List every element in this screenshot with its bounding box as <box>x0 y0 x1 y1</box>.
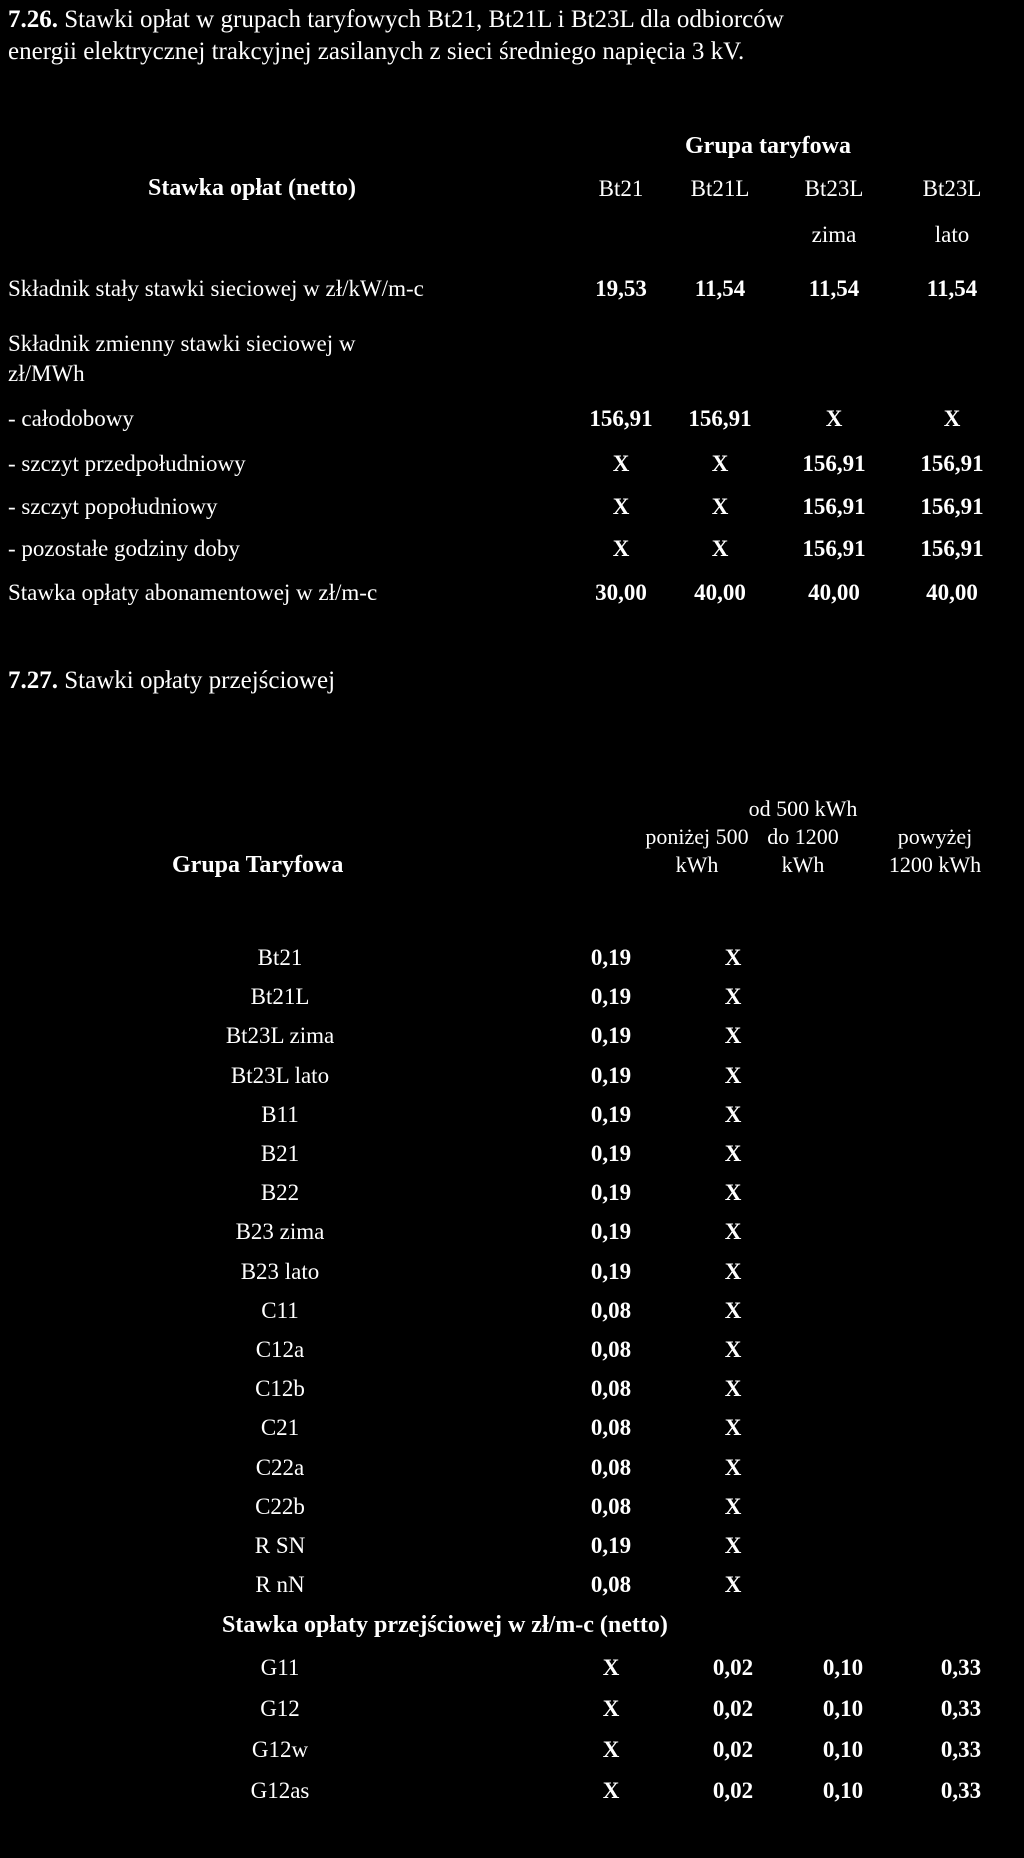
rate-value: 156,91 <box>802 536 866 561</box>
transition-value: 0,19 <box>590 1180 632 1206</box>
transition-value: 0,33 <box>940 1696 982 1721</box>
tariff-group: C12a <box>255 1337 305 1362</box>
transition-value: X <box>724 1141 742 1166</box>
rate-value: X <box>711 494 729 519</box>
tariff-group: B23 zima <box>235 1219 325 1245</box>
rate-value: X <box>612 494 630 519</box>
transition-subheader-text: Stawka opłaty przejściowej w zł/m-c (netto) <box>222 1612 668 1638</box>
rate-value: 156,91 <box>802 451 866 476</box>
transition-value: X <box>724 1023 742 1049</box>
tariff-group: C22b <box>255 1493 305 1519</box>
transition-value: X <box>724 1415 742 1441</box>
transition-value: 0,10 <box>822 1778 864 1803</box>
transition-value: X <box>602 1778 620 1803</box>
transition-value: 0,02 <box>712 1778 754 1803</box>
consumption-column-header: poniżej 500 kWh <box>645 824 749 877</box>
rate-value: X <box>612 536 630 561</box>
transition-value: 0,02 <box>712 1737 754 1762</box>
section-726-title-line2: energii elektrycznej trakcyjnej zasilanych z sieci średniego napięcia 3 kV. <box>8 38 745 65</box>
rate-label: Stawka opłaty abonamentowej w zł/m-c <box>8 580 378 605</box>
section-727-number: 7.27. <box>8 667 58 694</box>
column-header: Bt23L <box>922 176 982 201</box>
rate-label-unit: zł/MWh <box>8 361 85 386</box>
transition-value: X <box>724 1062 742 1088</box>
column-subheader: lato <box>934 222 970 247</box>
transition-value: 0,19 <box>590 1219 632 1245</box>
transition-value: 0,19 <box>590 1533 632 1558</box>
transition-value: 0,08 <box>590 1572 632 1598</box>
tariff-group: R nN <box>255 1572 305 1598</box>
rate-value: 156,91 <box>920 451 984 476</box>
column-subheader: zima <box>811 222 857 247</box>
transition-value: 0,19 <box>590 1258 632 1284</box>
rate-value: X <box>825 406 843 431</box>
transition-value: 0,08 <box>590 1376 632 1402</box>
rate-value: 40,00 <box>808 580 860 605</box>
section-727-title <box>8 665 335 697</box>
rate-value: X <box>943 406 961 431</box>
tariff-group: G12w <box>251 1737 309 1762</box>
section-726-title <box>8 4 784 36</box>
tariff-group: Bt21L <box>250 984 310 1010</box>
tariff-group: C12b <box>255 1376 305 1402</box>
transition-value: 0,08 <box>590 1493 632 1519</box>
rate-value: 11,54 <box>808 276 860 301</box>
rate-label: Składnik stały stawki sieciowej w zł/kW/m-c <box>8 276 424 301</box>
transition-value: X <box>724 1454 742 1480</box>
rate-value: 156,91 <box>802 494 866 519</box>
rate-value: 40,00 <box>926 580 978 605</box>
transition-value: X <box>602 1655 620 1680</box>
consumption-column-header: powyżej 1200 kWh <box>888 824 982 877</box>
transition-value: 0,08 <box>590 1297 632 1323</box>
tariff-group: B21 <box>260 1141 300 1166</box>
rate-value: 156,91 <box>920 536 984 561</box>
rate-value: 156,91 <box>920 494 984 519</box>
transition-value: X <box>724 1180 742 1206</box>
rate-value: 11,54 <box>926 276 978 301</box>
section-726-title-line1: Stawki opłat w grupach taryfowych Bt21, Bt21L i Bt23L dla odbiorców <box>64 6 784 33</box>
rate-label: - całodobowy <box>8 406 134 431</box>
consumption-column-header: od 500 kWh do 1200 kWh <box>748 796 858 877</box>
transition-value: X <box>724 1337 742 1362</box>
transition-value: X <box>724 1493 742 1519</box>
rate-value: 19,53 <box>595 276 647 301</box>
transition-value: 0,19 <box>590 1062 632 1088</box>
transition-value: 0,02 <box>712 1696 754 1721</box>
transition-value: 0,10 <box>822 1655 864 1680</box>
tariff-group: G12 <box>260 1696 300 1721</box>
tariff-group: Bt21 <box>257 945 303 970</box>
tariff-group: B22 <box>260 1180 300 1206</box>
transition-value: 0,33 <box>940 1655 982 1680</box>
transition-value: X <box>724 1219 742 1245</box>
rate-value: X <box>612 451 630 476</box>
rate-header: Stawka opłat (netto) <box>148 175 356 201</box>
tariff-group: C22a <box>255 1454 305 1480</box>
transition-value: 0,19 <box>590 1023 632 1049</box>
transition-value: X <box>724 1258 742 1284</box>
transition-value: X <box>724 1101 742 1127</box>
transition-value: X <box>724 1533 742 1558</box>
transition-value: 0,19 <box>590 984 632 1010</box>
rate-value: 156,91 <box>688 406 752 431</box>
rate-label: - szczyt popołudniowy <box>8 494 218 519</box>
tariff-group: Bt23L lato <box>230 1062 330 1088</box>
rate-label: - szczyt przedpołudniowy <box>8 451 246 476</box>
transition-value: X <box>602 1696 620 1721</box>
transition-value: X <box>724 1297 742 1323</box>
rate-value: X <box>711 536 729 561</box>
column-header: Bt21L <box>690 176 750 201</box>
transition-value: 0,19 <box>590 1101 632 1127</box>
rate-value: X <box>711 451 729 476</box>
tariff-group: R SN <box>254 1533 306 1558</box>
tariff-group: C21 <box>260 1415 300 1441</box>
transition-value: 0,19 <box>590 1141 632 1166</box>
transition-value: 0,33 <box>940 1737 982 1762</box>
column-header: Bt23L <box>804 176 864 201</box>
transition-value: X <box>724 945 742 970</box>
section-727-title-text: Stawki opłaty przejściowej <box>64 667 336 694</box>
transition-value: 0,33 <box>940 1778 982 1803</box>
transition-value: 0,10 <box>822 1737 864 1762</box>
tariff-group: B23 lato <box>240 1258 320 1284</box>
tariff-group: G12as <box>250 1778 310 1803</box>
transition-value: 0,10 <box>822 1696 864 1721</box>
tariff-group: C11 <box>261 1297 299 1323</box>
transition-value: 0,08 <box>590 1337 632 1362</box>
tariff-group: Bt23L zima <box>225 1023 335 1049</box>
group-header: Grupa taryfowa <box>685 133 851 159</box>
rate-value: 40,00 <box>694 580 746 605</box>
transition-value: X <box>724 1572 742 1598</box>
transition-value: 0,19 <box>590 945 632 970</box>
rate-value: 156,91 <box>589 406 653 431</box>
rate-label: Składnik zmienny stawki sieciowej w <box>8 331 356 356</box>
rate-label: - pozostałe godziny doby <box>8 536 240 561</box>
transition-value: X <box>724 1376 742 1402</box>
transition-value: 0,02 <box>712 1655 754 1680</box>
tariff-group-header: Grupa Taryfowa <box>172 852 344 878</box>
transition-value: 0,08 <box>590 1415 632 1441</box>
rate-value: 30,00 <box>595 580 647 605</box>
rate-value: 11,54 <box>694 276 746 301</box>
tariff-group: G11 <box>260 1655 300 1680</box>
column-header: Bt21 <box>598 176 644 201</box>
transition-value: X <box>724 984 742 1010</box>
section-726-number: 7.26. <box>8 6 58 33</box>
transition-value: X <box>602 1737 620 1762</box>
transition-value: 0,08 <box>590 1454 632 1480</box>
tariff-group: B11 <box>261 1101 299 1127</box>
